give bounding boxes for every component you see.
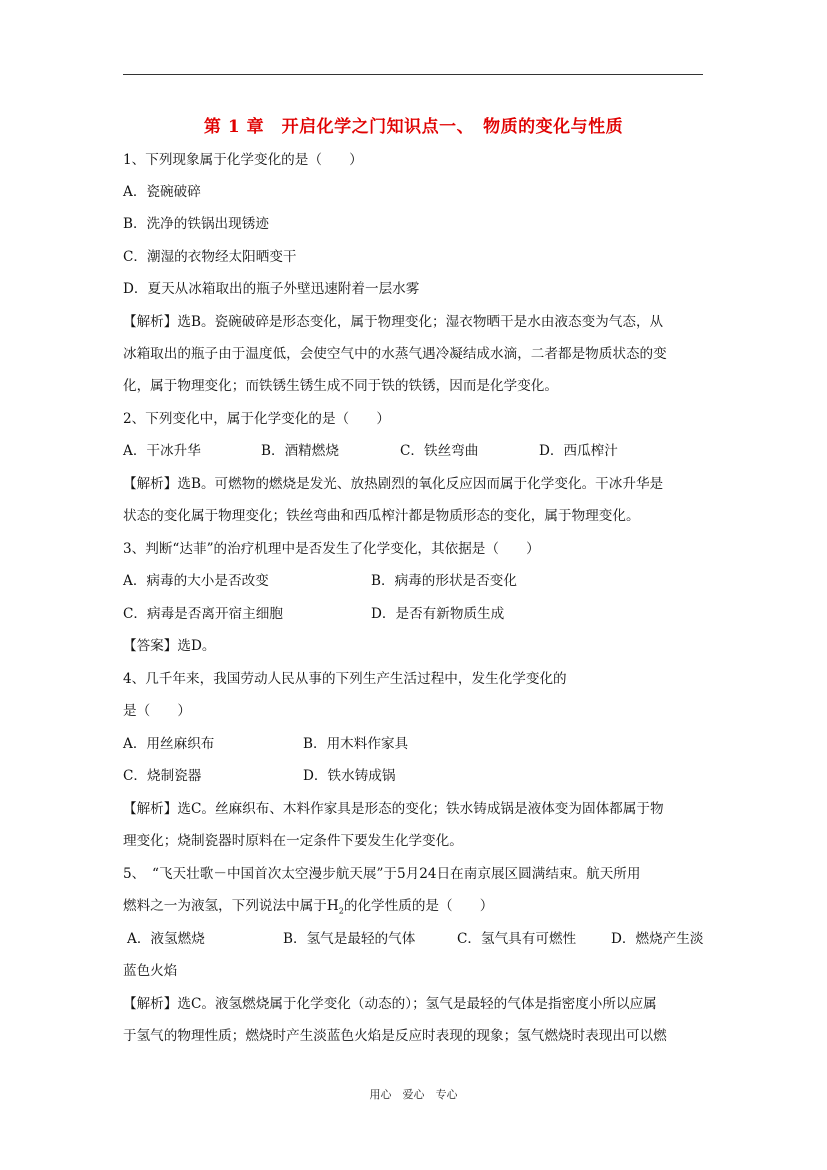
q1-option-c: C．潮湿的衣物经太阳晒变干 bbox=[123, 249, 297, 265]
q3-option-a: A．病毒的大小是否改变 bbox=[123, 573, 269, 589]
q4-option-b: B．用木料作家具 bbox=[303, 736, 409, 752]
q2-stem: 2、下列变化中，属于化学变化的是（ ） bbox=[123, 411, 390, 427]
q5-stem-text-end: 的化学性质的是（ ） bbox=[343, 898, 494, 914]
q4-stem-cont: 是（ ） bbox=[123, 703, 191, 719]
q4-option-d: D．铁水铸成锅 bbox=[303, 768, 396, 784]
q5-option-a: A．液氢燃烧 bbox=[127, 931, 205, 947]
q2-option-a: A．干冰升华 bbox=[123, 443, 201, 459]
q1-option-a: A．瓷碗破碎 bbox=[123, 184, 201, 200]
header-rule bbox=[123, 74, 703, 75]
q3-answer: 【答案】选D。 bbox=[123, 638, 216, 654]
q2-option-d: D．西瓜榨汁 bbox=[539, 443, 618, 459]
q3-option-b: B．病毒的形状是否变化 bbox=[371, 573, 517, 589]
q5-analysis-line: 【解析】选C。液氢燃烧属于化学变化（动态的）；氢气是最轻的气体是指密度小所以应属 bbox=[123, 996, 657, 1012]
q4-stem: 4、几千年来，我国劳动人民从事的下列生产生活过程中，发生化学变化的 bbox=[123, 671, 567, 687]
q5-subscript: 2 bbox=[338, 906, 344, 916]
q2-analysis-line: 状态的变化属于物理变化；铁丝弯曲和西瓜榨汁都是物质形态的变化，属于物理变化。 bbox=[123, 508, 640, 524]
q5-option-d: D．燃烧产生淡 bbox=[611, 931, 704, 947]
q3-option-d: D．是否有新物质生成 bbox=[371, 606, 505, 622]
q4-option-a: A．用丝麻织布 bbox=[123, 736, 215, 752]
q1-stem: 1、下列现象属于化学变化的是（ ） bbox=[123, 152, 363, 168]
q3-option-c: C．病毒是否离开宿主细胞 bbox=[123, 606, 283, 622]
q3-stem: 3、判断“达菲”的治疗机理中是否发生了化学变化，其依据是（ ） bbox=[123, 541, 540, 557]
q4-option-c: C．烧制瓷器 bbox=[123, 768, 202, 784]
q4-analysis-line: 理变化；烧制瓷器时原料在一定条件下要发生化学变化。 bbox=[123, 833, 463, 849]
q5-option-c: C．氢气具有可燃性 bbox=[457, 931, 577, 947]
chapter-title: 第 1 章 开启化学之门知识点一、 物质的变化与性质 bbox=[203, 117, 624, 137]
q5-option-b: B．氢气是最轻的气体 bbox=[283, 931, 416, 947]
q1-analysis-line: 【解析】选B。瓷碗破碎是形态变化，属于物理变化；湿衣物晒干是水由液态变为气态，从 bbox=[123, 314, 664, 330]
q2-option-c: C．铁丝弯曲 bbox=[400, 443, 479, 459]
q4-analysis-line: 【解析】选C。丝麻织布、木料作家具是形态的变化；铁水铸成锅是液体变为固体都属于物 bbox=[123, 801, 664, 817]
page-footer: 用心 爱心 专心 bbox=[369, 1088, 458, 1101]
q2-options bbox=[123, 442, 723, 550]
q1-analysis-line: 冰箱取出的瓶子由于温度低，会使空气中的水蒸气遇冷凝结成水滴，二者都是物质状态的变 bbox=[123, 346, 667, 362]
q5-stem-text: 燃料之一为液氢，下列说法中属于H bbox=[123, 898, 339, 914]
q5-stem: 5、 “飞天壮歌－中国首次太空漫步航天展”于5月24日在南京展区圆满结束。航天所用 bbox=[123, 866, 641, 882]
q1-option-b: B．洗净的铁锅出现锈迹 bbox=[123, 216, 269, 232]
q5-options bbox=[123, 930, 723, 1038]
q1-analysis-line: 化，属于物理变化；而铁锈生锈生成不同于铁的铁锈，因而是化学变化。 bbox=[123, 378, 558, 394]
q5-analysis-line: 于氢气的物理性质；燃烧时产生淡蓝色火焰是反应时表现的现象；氢气燃烧时表现出可以燃 bbox=[123, 1028, 667, 1044]
q2-option-b: B．酒精燃烧 bbox=[261, 443, 339, 459]
q5-stem-cont bbox=[123, 897, 723, 921]
q5-option-d-cont: 蓝色火焰 bbox=[123, 963, 178, 979]
q2-analysis-line: 【解析】选B。可燃物的燃烧是发光、放热剧烈的氧化反应因而属于化学变化。干冰升华是 bbox=[123, 476, 664, 492]
q1-option-d: D．夏天从冰箱取出的瓶子外壁迅速附着一层水雾 bbox=[123, 281, 420, 297]
